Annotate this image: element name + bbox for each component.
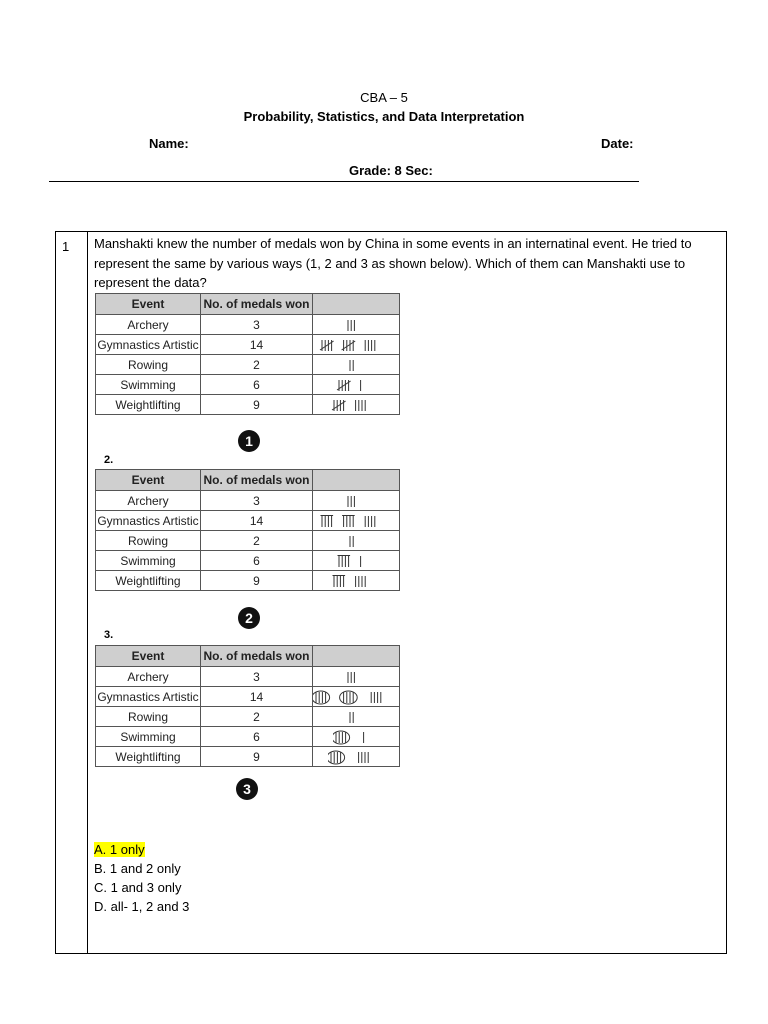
event-cell: Rowing — [96, 355, 201, 375]
name-label: Name: — [149, 136, 189, 151]
tally-cell — [313, 727, 400, 747]
event-cell: Swimming — [96, 375, 201, 395]
tally-cell — [313, 395, 400, 415]
event-cell: Weightlifting — [96, 571, 201, 591]
header-medals: No. of medals won — [201, 646, 313, 667]
table-row — [96, 511, 400, 531]
event-cell: Weightlifting — [96, 395, 201, 415]
table-row — [96, 395, 400, 415]
badge-2-icon: 2 — [238, 607, 260, 629]
header-divider — [49, 181, 639, 182]
table-row — [96, 727, 400, 747]
medals-cell: 9 — [201, 747, 313, 767]
medals-cell: 3 — [201, 315, 313, 335]
header-tally — [313, 646, 400, 667]
table-row — [96, 375, 400, 395]
table-row — [96, 355, 400, 375]
tally-marks — [336, 553, 376, 569]
medals-table-1 — [95, 293, 400, 415]
header-event: Event — [96, 470, 201, 491]
badge-1-icon: 1 — [238, 430, 260, 452]
tally-cell — [313, 747, 400, 767]
option-a[interactable]: A. 1 only — [94, 842, 145, 857]
option-c[interactable]: C. 1 and 3 only — [94, 880, 182, 895]
event-cell: Gymnastics Artistic — [96, 687, 201, 707]
tally-marks — [333, 729, 379, 745]
medals-cell: 9 — [201, 395, 313, 415]
header-medals: No. of medals won — [201, 470, 313, 491]
medals-cell: 6 — [201, 727, 313, 747]
medals-cell: 3 — [201, 667, 313, 687]
tally-marks — [345, 669, 367, 685]
table-row — [96, 707, 400, 727]
medals-cell: 3 — [201, 491, 313, 511]
tally-cell — [313, 375, 400, 395]
tally-marks — [319, 513, 393, 529]
table-row — [96, 571, 400, 591]
table-2-label: 2. — [104, 454, 114, 466]
tally-cell — [313, 355, 400, 375]
header-event: Event — [96, 646, 201, 667]
event-cell: Archery — [96, 491, 201, 511]
medals-cell: 6 — [201, 375, 313, 395]
medals-cell: 14 — [201, 335, 313, 355]
tally-cell — [313, 667, 400, 687]
tally-cell — [313, 531, 400, 551]
tally-cell — [313, 707, 400, 727]
table-row — [96, 667, 400, 687]
tally-marks — [345, 493, 367, 509]
tally-marks — [347, 533, 365, 549]
option-b[interactable]: B. 1 and 2 only — [94, 861, 181, 876]
tally-cell — [313, 335, 400, 355]
table-row — [96, 551, 400, 571]
tally-cell — [313, 491, 400, 511]
medals-cell: 14 — [201, 687, 313, 707]
event-cell: Rowing — [96, 531, 201, 551]
table-row — [96, 531, 400, 551]
tally-marks — [331, 573, 381, 589]
medals-cell: 2 — [201, 355, 313, 375]
table-row — [96, 335, 400, 355]
medals-table-3 — [95, 645, 400, 767]
header-tally — [313, 470, 400, 491]
header-tally — [313, 294, 400, 315]
medals-cell: 9 — [201, 571, 313, 591]
document-subtitle: Probability, Statistics, and Data Interpretation — [243, 109, 525, 124]
table-row — [96, 315, 400, 335]
question-number: 1 — [62, 239, 70, 254]
table-3-label: 3. — [104, 629, 114, 641]
medals-table-2 — [95, 469, 400, 591]
tally-cell — [313, 315, 400, 335]
event-cell: Archery — [96, 315, 201, 335]
tally-marks — [336, 377, 376, 393]
event-cell: Archery — [96, 667, 201, 687]
event-cell: Swimming — [96, 727, 201, 747]
event-cell: Gymnastics Artistic — [96, 511, 201, 531]
grade-label: Grade: 8 Sec: — [349, 163, 433, 178]
medals-cell: 2 — [201, 531, 313, 551]
tally-marks — [331, 397, 381, 413]
medals-cell: 6 — [201, 551, 313, 571]
question-column-divider — [87, 231, 88, 954]
tally-marks — [313, 689, 399, 705]
event-cell: Swimming — [96, 551, 201, 571]
tally-marks — [319, 337, 393, 353]
table-row — [96, 687, 400, 707]
tally-cell — [313, 551, 400, 571]
event-cell: Weightlifting — [96, 747, 201, 767]
option-d[interactable]: D. all- 1, 2 and 3 — [94, 899, 190, 914]
table-row — [96, 491, 400, 511]
document-title: CBA – 5 — [360, 90, 408, 105]
tally-cell — [313, 571, 400, 591]
tally-marks — [345, 317, 367, 333]
header-medals: No. of medals won — [201, 294, 313, 315]
tally-cell — [313, 687, 400, 707]
medals-cell: 2 — [201, 707, 313, 727]
header-event: Event — [96, 294, 201, 315]
medals-cell: 14 — [201, 511, 313, 531]
tally-cell — [313, 511, 400, 531]
tally-marks — [328, 749, 384, 765]
date-label: Date: — [601, 136, 634, 151]
tally-marks — [347, 357, 365, 373]
question-text: Manshakti knew the number of medals won by China in some events in an internatinal event. He tried to represent the same by various ways (1, 2 and 3 as shown below). Which of them can Manshakti use to represent the data? — [94, 236, 692, 290]
tally-marks — [347, 709, 365, 725]
event-cell: Rowing — [96, 707, 201, 727]
badge-3-icon: 3 — [236, 778, 258, 800]
event-cell: Gymnastics Artistic — [96, 335, 201, 355]
table-row — [96, 747, 400, 767]
